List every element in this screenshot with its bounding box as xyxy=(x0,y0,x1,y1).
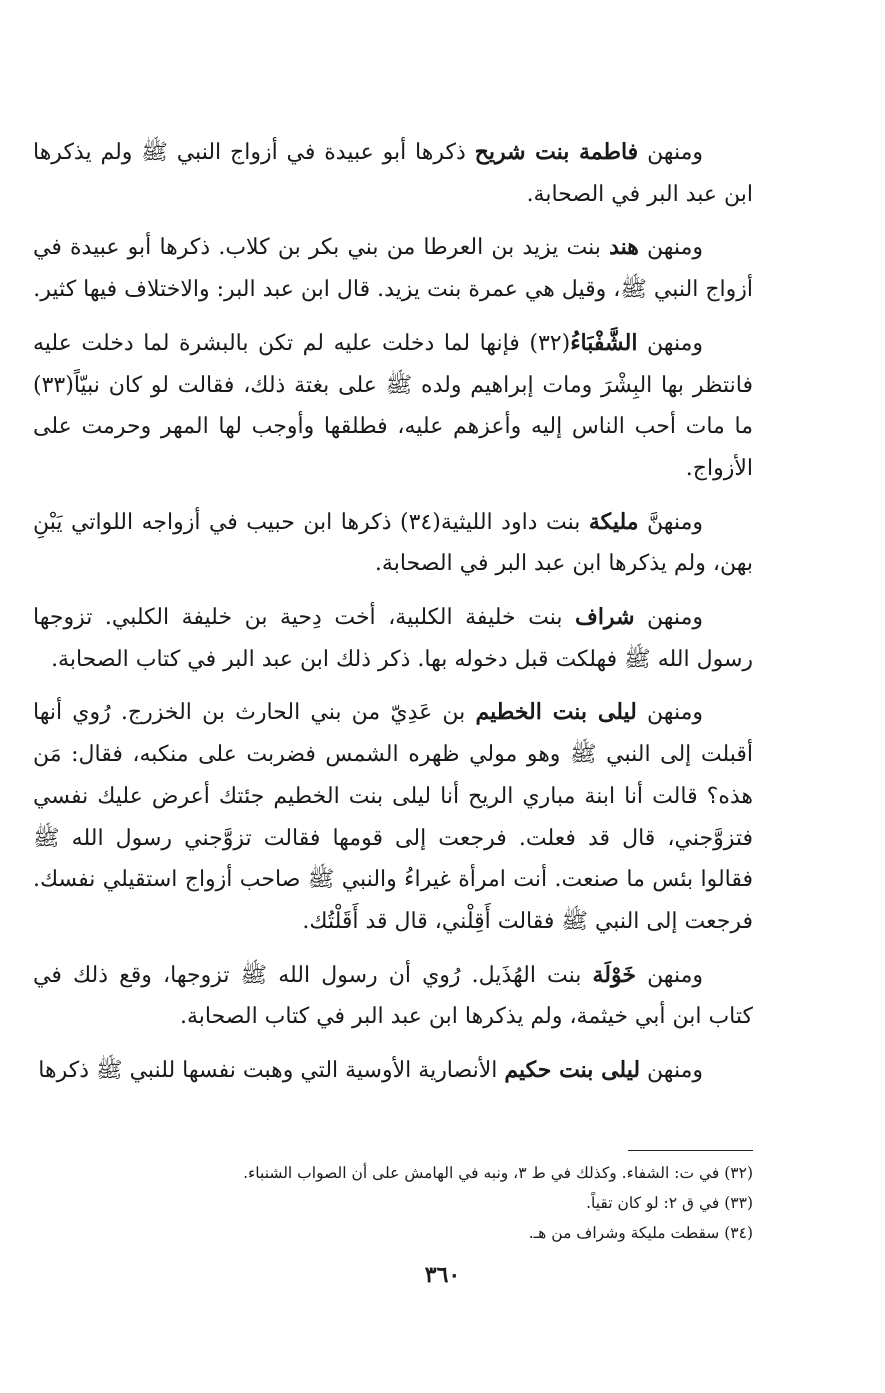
footnote-33: (٣٣) في ق ٢: لو كان تقياً. xyxy=(586,1194,753,1212)
paragraph-lead: ومنهن xyxy=(637,330,703,356)
paragraph-text: بنت يزيد بن العرطا من بني بكر بن كلاب. ذكرها أبو عبيدة في أزواج النبي ﷺ، وقيل هي عمرة بنت يزيد. قال ابن عبد البر: والاختلاف فيها كثير. xyxy=(33,235,753,303)
person-name: ليلى بنت الخطيم xyxy=(475,699,637,726)
paragraph-text: ذكرها أبو عبيدة في أزواج النبي ﷺ ولم يذكرها ابن عبد البر في الصحابة. xyxy=(33,140,753,207)
paragraph-hind xyxy=(33,227,753,310)
person-name: ليلى بنت حكيم xyxy=(504,1057,641,1084)
paragraph-text: بن عَدِيّ من بني الحارث بن الخزرج. رُوي أنها أقبلت إلى النبي ﷺ وهو مولي ظهره الشمس فضربت على منكبه، فقال: مَن هذه؟ قالت أنا ابنة مباري الريح أنا ليلى بنت الخطيم جئتك أعرض عليك نفسي فتزوَّجني، قال قد فعلت. فرجعت إلى قومها فقالت تزوَّجني رسول الله ﷺ فقالوا بئس ما صنعت. أنت امرأة غيراءُ والنبي ﷺ صاحب أزواج استقيلي نفسك. فرجعت إلى النبي ﷺ فقالت أَقِلْني، قال قد أَقَلْتُك. xyxy=(33,700,753,934)
paragraph-lead: ومنهن xyxy=(636,700,703,726)
paragraph-lead: ومنهن xyxy=(635,962,703,988)
footnote-32: (٣٢) في ت: الشفاء. وكذلك في ط ٣، ونبه في الهامش على أن الصواب الشنباء. xyxy=(243,1164,753,1182)
paragraph-text: (٣٢) فإنها لما دخلت عليه لم تكن بالبشرة لما دخلت عليه فانتظر بها البِشْرَ ومات إبراهيم ولده ﷺ على بغتة ذلك، فقالت لو كان نبيّاً(٣٣) ما مات أحب الناس إليه وأعزهم عليه، فطلقها وأوجب لها المهر وحرمت على الأزواج. xyxy=(33,330,753,481)
paragraph-text: بنت الهُذَيل. رُوي أن رسول الله ﷺ تزوجها، وقع ذلك في كتاب ابن أبي خيثمة، ولم يذكرها ابن عبد البر في كتاب الصحابة. xyxy=(33,962,753,1030)
person-name: مليكة xyxy=(588,508,639,535)
paragraph-khawla xyxy=(33,955,753,1038)
person-name: خَوْلَة xyxy=(592,961,636,988)
paragraph-lead: ومنهن xyxy=(640,1058,703,1084)
paragraph-sharaf xyxy=(33,597,753,680)
main-text xyxy=(33,132,753,1104)
person-name: الشَّفْبَاءُ xyxy=(570,329,638,356)
person-name: هند xyxy=(609,234,639,261)
paragraph-lead: ومنهن xyxy=(638,140,703,165)
footnotes xyxy=(33,1158,753,1248)
paragraph-layla-khatim xyxy=(33,692,753,942)
person-name: شراف xyxy=(575,604,635,631)
paragraph-text: بنت خليفة الكلبية، أخت دِحية بن خليفة الكلبي. تزوجها رسول الله ﷺ فهلكت قبل دخوله بها. ذكر ذلك ابن عبد البر في كتاب الصحابة. xyxy=(33,605,753,672)
footnote-divider xyxy=(628,1150,753,1151)
paragraph-shafba xyxy=(33,323,753,490)
paragraph-text: بنت داود الليثية(٣٤) ذكرها ابن حبيب في أزواجه اللواتي يَبْنِ بهن، ولم يذكرها ابن عبد البر في الصحابة. xyxy=(33,509,753,577)
paragraph-lead: ومنهن xyxy=(638,235,703,261)
person-name: فاطمة بنت شريح xyxy=(474,139,639,165)
paragraph-text: الأنصارية الأوسية التي وهبت نفسها للنبي ﷺ ذكرها xyxy=(38,1058,505,1084)
page-number: ٣٦٠ xyxy=(424,1262,461,1288)
paragraph-layla-hakim xyxy=(33,1050,753,1092)
paragraph-mulayka xyxy=(33,502,753,585)
paragraph-lead: ومنهنَّ xyxy=(638,509,703,535)
footnote-34: (٣٤) سقطت مليكة وشراف من هـ. xyxy=(528,1224,753,1242)
paragraph-lead: ومنهن xyxy=(634,605,703,631)
paragraph-fatima xyxy=(33,132,753,215)
